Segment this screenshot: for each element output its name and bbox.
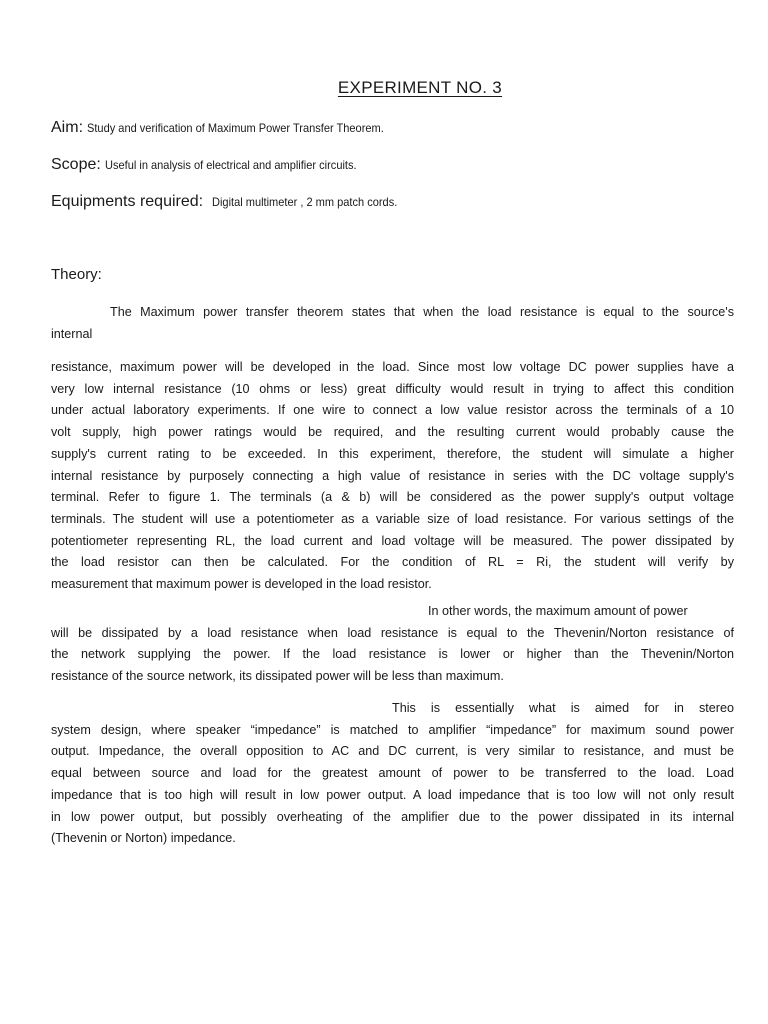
theory-heading: Theory: [51,266,102,283]
paragraph-line: The Maximum power transfer theorem states that when the load resistance is equal to the source's [110,305,734,319]
paragraph-line: output. Impedance, the overall opposition to AC and DC current, is very similar to resistance, and must be [51,744,734,759]
theory-paragraph-2 [51,357,734,596]
theory-paragraph-1 [51,302,734,345]
paragraph-line: terminals. The student will use a potentiometer as a variable size of load resistance. For various settings of the [51,511,734,526]
paragraph-line: under actual laboratory experiments. If one wire to connect a low value resistor across the terminals of a 10 [51,403,734,418]
equipments-separator: : [198,193,212,210]
aim-label: Aim [51,119,79,136]
paragraph-line: In other words, the maximum amount of power [428,604,688,618]
aim-separator: : [78,119,88,136]
paragraph-line: resistance of the source network, its dissipated power will be less than maximum. [51,669,504,684]
paragraph-line: impedance that is too high will result in low power output. A load impedance that is too low will not only result [51,787,734,802]
scope-label: Scope [51,156,97,173]
scope-separator: : [96,156,106,173]
paragraph-line: resistance, maximum power will be developed in the load. Since most low voltage DC power supplies have a [51,360,734,374]
paragraph-line: This is essentially what is aimed for in stereo [392,701,734,715]
paragraph-line: measurement that maximum power is developed in the load resistor. [51,577,432,592]
paragraph-line: internal [51,326,93,341]
scope-field [51,156,379,174]
page-title: EXPERIMENT NO. 3 [337,78,503,97]
equipments-value: Digital multimeter , 2 mm patch cords. [211,195,398,209]
paragraph-line: the load resistor can then be calculated. For the condition of RL = Ri, the student will verify by [51,555,734,570]
paragraph-line: internal resistance by purposely connecting a high value of resistance in series with the DC voltage supply's [51,468,734,483]
theory-paragraph-4 [51,698,734,850]
paragraph-line: very low internal resistance (10 ohms or less) great difficulty would result in trying to affect this condition [51,381,734,396]
paragraph-line: the network supplying the power. If the load resistance is lower or higher than the Thevenin/Norton [51,647,734,662]
paragraph-line: supply's current rating to be exceeded. In this experiment, therefore, the student will simulate a higher [51,446,734,461]
paragraph-line: (Thevenin or Norton) impedance. [51,831,236,846]
scope-value: Useful in analysis of electrical and amplifier circuits. [105,158,357,172]
paragraph-line: system design, where speaker “impedance” is matched to amplifier “impedance” for maximum sound power [51,722,734,737]
aim-value: Study and verification of Maximum Power Transfer Theorem. [87,121,385,135]
equipments-label: Equipments required [51,193,199,210]
paragraph-line: in low power output, but possibly overheating of the amplifier due to the power dissipated in its internal [51,809,734,824]
equipments-field [51,193,413,211]
paragraph-line: will be dissipated by a load resistance when load resistance is equal to the Thevenin/Norton resistance of [51,625,734,640]
paragraph-line: equal between source and load for the greatest amount of power to be transferred to the load. Load [51,766,734,781]
paragraph-line: potentiometer representing RL, the load current and load voltage will be measured. The power dissipated by [51,533,734,548]
paragraph-line: terminal. Refer to figure 1. The terminals (a & b) will be considered as the power supply's output voltage [51,490,734,505]
aim-field [51,119,410,137]
paragraph-line: volt supply, high power ratings would be required, and the resulting current would probably cause the [51,425,734,440]
theory-paragraph-3 [51,601,734,688]
